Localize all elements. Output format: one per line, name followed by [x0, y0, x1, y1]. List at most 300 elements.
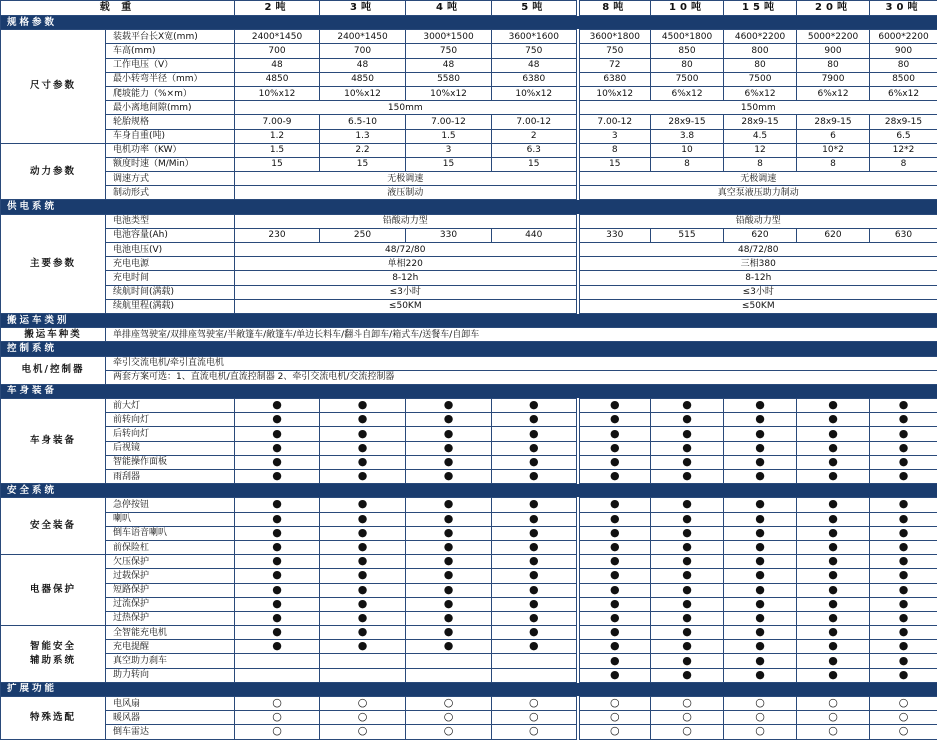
- section-title: 安全系统: [1, 484, 937, 498]
- mark-cell: [651, 399, 724, 413]
- mark-cell: [651, 441, 724, 455]
- row-label: 欠压保护: [106, 555, 235, 569]
- mark-cell: [320, 654, 406, 668]
- table-row: [1, 143, 937, 157]
- standard-dot-icon: ●: [682, 555, 692, 568]
- standard-dot-icon: ●: [755, 668, 765, 681]
- mark-cell: [320, 640, 406, 654]
- value-cell: 无极调速: [578, 172, 937, 186]
- standard-dot-icon: ●: [610, 668, 620, 681]
- standard-dot-icon: ●: [828, 427, 838, 440]
- row-label: 充电时间: [106, 271, 235, 285]
- mark-cell: [651, 725, 724, 739]
- mark-cell: [651, 512, 724, 526]
- optional-circle-icon: ○: [444, 725, 454, 738]
- standard-dot-icon: ●: [755, 597, 765, 610]
- value-cell: 700: [320, 44, 406, 58]
- standard-dot-icon: ●: [682, 427, 692, 440]
- standard-dot-icon: ●: [529, 399, 539, 412]
- standard-dot-icon: ●: [755, 569, 765, 582]
- mark-cell: [797, 399, 870, 413]
- mark-cell: [320, 399, 406, 413]
- standard-dot-icon: ●: [828, 640, 838, 653]
- mark-cell: [797, 455, 870, 469]
- mark-cell: [406, 725, 492, 739]
- standard-dot-icon: ●: [828, 526, 838, 539]
- standard-dot-icon: ●: [272, 427, 282, 440]
- value-cell: 单相220: [235, 257, 578, 271]
- standard-dot-icon: ●: [899, 640, 909, 653]
- optional-circle-icon: ○: [529, 697, 539, 710]
- standard-dot-icon: ●: [444, 540, 454, 553]
- optional-circle-icon: ○: [272, 697, 282, 710]
- standard-dot-icon: ●: [755, 512, 765, 525]
- value-cell: 330: [406, 228, 492, 242]
- table-row: [1, 555, 937, 569]
- standard-dot-icon: ●: [755, 540, 765, 553]
- mark-cell: [651, 697, 724, 711]
- section-header: [1, 682, 937, 696]
- value-cell: 无极调速: [235, 172, 578, 186]
- mark-cell: [492, 597, 578, 611]
- value-cell: 800: [724, 44, 797, 58]
- mark-cell: [235, 583, 320, 597]
- value-cell: ≤50KM: [235, 299, 578, 313]
- standard-dot-icon: ●: [755, 441, 765, 454]
- value-cell: 8-12h: [578, 271, 937, 285]
- standard-dot-icon: ●: [899, 555, 909, 568]
- standard-dot-icon: ●: [444, 569, 454, 582]
- mark-cell: [724, 470, 797, 484]
- mark-cell: [235, 697, 320, 711]
- col-header: 2吨: [235, 1, 320, 16]
- value-cell: 牵引交流电机/牵引直流电机: [106, 356, 937, 370]
- standard-dot-icon: ●: [828, 626, 838, 639]
- mark-cell: [235, 626, 320, 640]
- row-label: 最小转弯半径（mm）: [106, 72, 235, 86]
- mark-cell: [724, 711, 797, 725]
- row-label: 电池电压(V): [106, 243, 235, 257]
- mark-cell: [870, 540, 937, 554]
- optional-circle-icon: ○: [828, 725, 838, 738]
- mark-cell: [492, 455, 578, 469]
- row-label: 倒车雷达: [106, 725, 235, 739]
- table-row: [1, 299, 937, 313]
- standard-dot-icon: ●: [682, 540, 692, 553]
- mark-cell: [797, 540, 870, 554]
- mark-cell: [406, 427, 492, 441]
- row-label: 后视镜: [106, 441, 235, 455]
- standard-dot-icon: ●: [755, 611, 765, 624]
- table-row: [1, 101, 937, 115]
- value-cell: 8: [724, 157, 797, 171]
- standard-dot-icon: ●: [899, 569, 909, 582]
- value-cell: 2.2: [320, 143, 406, 157]
- table-row: [1, 711, 937, 725]
- value-cell: 10%x12: [578, 86, 651, 100]
- table-row: [1, 285, 937, 299]
- standard-dot-icon: ●: [358, 540, 368, 553]
- mark-cell: [651, 640, 724, 654]
- mark-cell: [578, 512, 651, 526]
- value-cell: 2: [492, 129, 578, 143]
- mark-cell: [797, 711, 870, 725]
- standard-dot-icon: ●: [682, 498, 692, 511]
- row-label: 续航时间(满载): [106, 285, 235, 299]
- row-label: 电风扇: [106, 697, 235, 711]
- standard-dot-icon: ●: [529, 626, 539, 639]
- mark-cell: [235, 512, 320, 526]
- value-cell: 1.5: [406, 129, 492, 143]
- col-header: 3吨: [320, 1, 406, 16]
- mark-cell: [797, 640, 870, 654]
- row-label: 雨刮器: [106, 470, 235, 484]
- mark-cell: [578, 640, 651, 654]
- mark-cell: [320, 427, 406, 441]
- standard-dot-icon: ●: [529, 597, 539, 610]
- standard-dot-icon: ●: [828, 441, 838, 454]
- standard-dot-icon: ●: [529, 526, 539, 539]
- value-cell: 6%x12: [651, 86, 724, 100]
- section-title: 搬运车类别: [1, 313, 937, 327]
- row-label: 急停按钮: [106, 498, 235, 512]
- mark-cell: [235, 597, 320, 611]
- value-cell: 7500: [724, 72, 797, 86]
- row-label: 后转向灯: [106, 427, 235, 441]
- row-label: 前保险杠: [106, 540, 235, 554]
- value-cell: 单排座驾驶室/双排座驾驶室/半敞篷车/敞篷车/单边长料车/翻斗自卸车/箱式车/送餐车/自卸车: [106, 328, 937, 342]
- value-cell: 48: [492, 58, 578, 72]
- standard-dot-icon: ●: [610, 455, 620, 468]
- standard-dot-icon: ●: [755, 626, 765, 639]
- mark-cell: [235, 526, 320, 540]
- value-cell: 6380: [492, 72, 578, 86]
- mark-cell: [797, 555, 870, 569]
- section-title: 控制系统: [1, 342, 937, 356]
- mark-cell: [406, 697, 492, 711]
- standard-dot-icon: ●: [899, 526, 909, 539]
- standard-dot-icon: ●: [444, 413, 454, 426]
- mark-cell: [870, 597, 937, 611]
- standard-dot-icon: ●: [682, 611, 692, 624]
- standard-dot-icon: ●: [529, 569, 539, 582]
- table-row: [1, 157, 937, 171]
- mark-cell: [320, 697, 406, 711]
- value-cell: 440: [492, 228, 578, 242]
- mark-cell: [578, 611, 651, 625]
- value-cell: 6%x12: [870, 86, 937, 100]
- section-title: 车身装备: [1, 384, 937, 398]
- mark-cell: [406, 555, 492, 569]
- mark-cell: [406, 540, 492, 554]
- value-cell: 48/72/80: [235, 243, 578, 257]
- standard-dot-icon: ●: [828, 654, 838, 667]
- standard-dot-icon: ●: [755, 470, 765, 483]
- table-row: [1, 725, 937, 739]
- table-row: [1, 129, 937, 143]
- table-row: [1, 611, 937, 625]
- value-cell: 15: [492, 157, 578, 171]
- standard-dot-icon: ●: [899, 668, 909, 681]
- standard-dot-icon: ●: [444, 455, 454, 468]
- value-cell: 3: [578, 129, 651, 143]
- value-cell: 6000*2200: [870, 30, 937, 44]
- row-label: 轮胎规格: [106, 115, 235, 129]
- mark-cell: [492, 626, 578, 640]
- mark-cell: [320, 512, 406, 526]
- standard-dot-icon: ●: [682, 654, 692, 667]
- mark-cell: [870, 654, 937, 668]
- standard-dot-icon: ●: [358, 512, 368, 525]
- group-label: 智能安全 辅助系统: [1, 626, 106, 683]
- table-row: [1, 44, 937, 58]
- standard-dot-icon: ●: [358, 470, 368, 483]
- mark-cell: [797, 470, 870, 484]
- optional-circle-icon: ○: [529, 711, 539, 724]
- mark-cell: [406, 569, 492, 583]
- row-label: 装载平台长X宽(mm): [106, 30, 235, 44]
- col-header: 5吨: [492, 1, 578, 16]
- value-cell: 6.5: [870, 129, 937, 143]
- value-cell: 7500: [651, 72, 724, 86]
- table-row: [1, 569, 937, 583]
- standard-dot-icon: ●: [755, 555, 765, 568]
- table-row: [1, 540, 937, 554]
- optional-circle-icon: ○: [444, 697, 454, 710]
- mark-cell: [797, 583, 870, 597]
- standard-dot-icon: ●: [682, 583, 692, 596]
- mark-cell: [235, 413, 320, 427]
- value-cell: 150mm: [235, 101, 578, 115]
- mark-cell: [235, 455, 320, 469]
- mark-cell: [406, 512, 492, 526]
- standard-dot-icon: ●: [899, 413, 909, 426]
- standard-dot-icon: ●: [358, 498, 368, 511]
- table-row: [1, 427, 937, 441]
- mark-cell: [651, 668, 724, 682]
- standard-dot-icon: ●: [755, 640, 765, 653]
- optional-circle-icon: ○: [899, 725, 909, 738]
- row-label: 充电电源: [106, 257, 235, 271]
- table-row: [1, 498, 937, 512]
- value-cell: 7900: [797, 72, 870, 86]
- mark-cell: [651, 555, 724, 569]
- value-cell: 150mm: [578, 101, 937, 115]
- mark-cell: [578, 583, 651, 597]
- mark-cell: [492, 668, 578, 682]
- value-cell: 7.00-12: [578, 115, 651, 129]
- mark-cell: [724, 413, 797, 427]
- row-label: 爬坡能力（%×m）: [106, 86, 235, 100]
- standard-dot-icon: ●: [529, 427, 539, 440]
- mark-cell: [406, 498, 492, 512]
- standard-dot-icon: ●: [272, 512, 282, 525]
- value-cell: 6%x12: [724, 86, 797, 100]
- table-row: [1, 72, 937, 86]
- mark-cell: [235, 654, 320, 668]
- standard-dot-icon: ●: [899, 540, 909, 553]
- optional-circle-icon: ○: [272, 725, 282, 738]
- mark-cell: [797, 526, 870, 540]
- mark-cell: [492, 555, 578, 569]
- value-cell: 48/72/80: [578, 243, 937, 257]
- standard-dot-icon: ●: [828, 611, 838, 624]
- row-label: 前大灯: [106, 399, 235, 413]
- mark-cell: [724, 569, 797, 583]
- standard-dot-icon: ●: [828, 668, 838, 681]
- standard-dot-icon: ●: [529, 512, 539, 525]
- standard-dot-icon: ●: [828, 455, 838, 468]
- mark-cell: [320, 583, 406, 597]
- standard-dot-icon: ●: [828, 512, 838, 525]
- optional-circle-icon: ○: [682, 725, 692, 738]
- value-cell: 12: [724, 143, 797, 157]
- mark-cell: [578, 626, 651, 640]
- standard-dot-icon: ●: [682, 526, 692, 539]
- standard-dot-icon: ●: [358, 526, 368, 539]
- standard-dot-icon: ●: [610, 583, 620, 596]
- value-cell: 28x9-15: [724, 115, 797, 129]
- mark-cell: [870, 498, 937, 512]
- value-cell: 8: [797, 157, 870, 171]
- standard-dot-icon: ●: [682, 413, 692, 426]
- standard-dot-icon: ●: [755, 498, 765, 511]
- standard-dot-icon: ●: [272, 455, 282, 468]
- standard-dot-icon: ●: [272, 611, 282, 624]
- section-header: [1, 313, 937, 327]
- mark-cell: [651, 711, 724, 725]
- mark-cell: [492, 611, 578, 625]
- mark-cell: [870, 455, 937, 469]
- optional-circle-icon: ○: [682, 697, 692, 710]
- value-cell: 250: [320, 228, 406, 242]
- standard-dot-icon: ●: [610, 399, 620, 412]
- mark-cell: [724, 597, 797, 611]
- row-label: 暖风器: [106, 711, 235, 725]
- optional-circle-icon: ○: [828, 711, 838, 724]
- col-header: 20吨: [797, 1, 870, 16]
- mark-cell: [492, 498, 578, 512]
- value-cell: 10%x12: [235, 86, 320, 100]
- value-cell: 5580: [406, 72, 492, 86]
- row-label: 电池类型: [106, 214, 235, 228]
- standard-dot-icon: ●: [272, 441, 282, 454]
- mark-cell: [492, 640, 578, 654]
- standard-dot-icon: ●: [358, 583, 368, 596]
- table-row: [1, 115, 937, 129]
- table-row: [1, 526, 937, 540]
- mark-cell: [578, 441, 651, 455]
- mark-cell: [578, 725, 651, 739]
- mark-cell: [320, 668, 406, 682]
- mark-cell: [578, 555, 651, 569]
- mark-cell: [406, 455, 492, 469]
- mark-cell: [406, 470, 492, 484]
- value-cell: 1.5: [235, 143, 320, 157]
- standard-dot-icon: ●: [358, 427, 368, 440]
- value-cell: 3: [406, 143, 492, 157]
- mark-cell: [724, 555, 797, 569]
- value-cell: 750: [578, 44, 651, 58]
- value-cell: 900: [870, 44, 937, 58]
- row-label: 调速方式: [106, 172, 235, 186]
- col-header: 8吨: [578, 1, 651, 16]
- mark-cell: [797, 697, 870, 711]
- mark-cell: [870, 611, 937, 625]
- value-cell: 4.5: [724, 129, 797, 143]
- optional-circle-icon: ○: [272, 711, 282, 724]
- value-cell: 515: [651, 228, 724, 242]
- value-cell: 80: [651, 58, 724, 72]
- value-cell: 10: [651, 143, 724, 157]
- table-row: [1, 399, 937, 413]
- mark-cell: [651, 583, 724, 597]
- mark-cell: [651, 455, 724, 469]
- mark-cell: [870, 427, 937, 441]
- value-cell: 850: [651, 44, 724, 58]
- table-row: [1, 455, 937, 469]
- mark-cell: [578, 455, 651, 469]
- value-cell: 15: [320, 157, 406, 171]
- table-row: [1, 597, 937, 611]
- group-label: 动力参数: [1, 143, 106, 200]
- mark-cell: [724, 526, 797, 540]
- value-cell: 15: [235, 157, 320, 171]
- mark-cell: [235, 711, 320, 725]
- standard-dot-icon: ●: [682, 597, 692, 610]
- optional-circle-icon: ○: [610, 697, 620, 710]
- mark-cell: [406, 611, 492, 625]
- standard-dot-icon: ●: [358, 399, 368, 412]
- standard-dot-icon: ●: [444, 427, 454, 440]
- value-cell: 4850: [320, 72, 406, 86]
- mark-cell: [578, 668, 651, 682]
- standard-dot-icon: ●: [682, 512, 692, 525]
- mark-cell: [578, 399, 651, 413]
- row-label: 工作电压（V）: [106, 58, 235, 72]
- mark-cell: [651, 597, 724, 611]
- mark-cell: [724, 697, 797, 711]
- standard-dot-icon: ●: [529, 640, 539, 653]
- standard-dot-icon: ●: [899, 427, 909, 440]
- value-cell: 2400*1450: [320, 30, 406, 44]
- row-label: 电池容量(Ah): [106, 228, 235, 242]
- mark-cell: [724, 540, 797, 554]
- value-cell: 12*2: [870, 143, 937, 157]
- group-label: 电机/控制器: [1, 356, 106, 384]
- mark-cell: [724, 583, 797, 597]
- standard-dot-icon: ●: [272, 413, 282, 426]
- standard-dot-icon: ●: [610, 441, 620, 454]
- col-header: 4吨: [406, 1, 492, 16]
- table-row: [1, 668, 937, 682]
- standard-dot-icon: ●: [529, 441, 539, 454]
- table-row: [1, 214, 937, 228]
- mark-cell: [651, 569, 724, 583]
- group-label: 电器保护: [1, 555, 106, 626]
- standard-dot-icon: ●: [899, 441, 909, 454]
- standard-dot-icon: ●: [899, 512, 909, 525]
- value-cell: 8-12h: [235, 271, 578, 285]
- mark-cell: [235, 640, 320, 654]
- optional-circle-icon: ○: [610, 711, 620, 724]
- standard-dot-icon: ●: [444, 526, 454, 539]
- col-header: 15吨: [724, 1, 797, 16]
- standard-dot-icon: ●: [610, 526, 620, 539]
- standard-dot-icon: ●: [272, 583, 282, 596]
- header-row: [1, 1, 937, 16]
- value-cell: 铅酸动力型: [578, 214, 937, 228]
